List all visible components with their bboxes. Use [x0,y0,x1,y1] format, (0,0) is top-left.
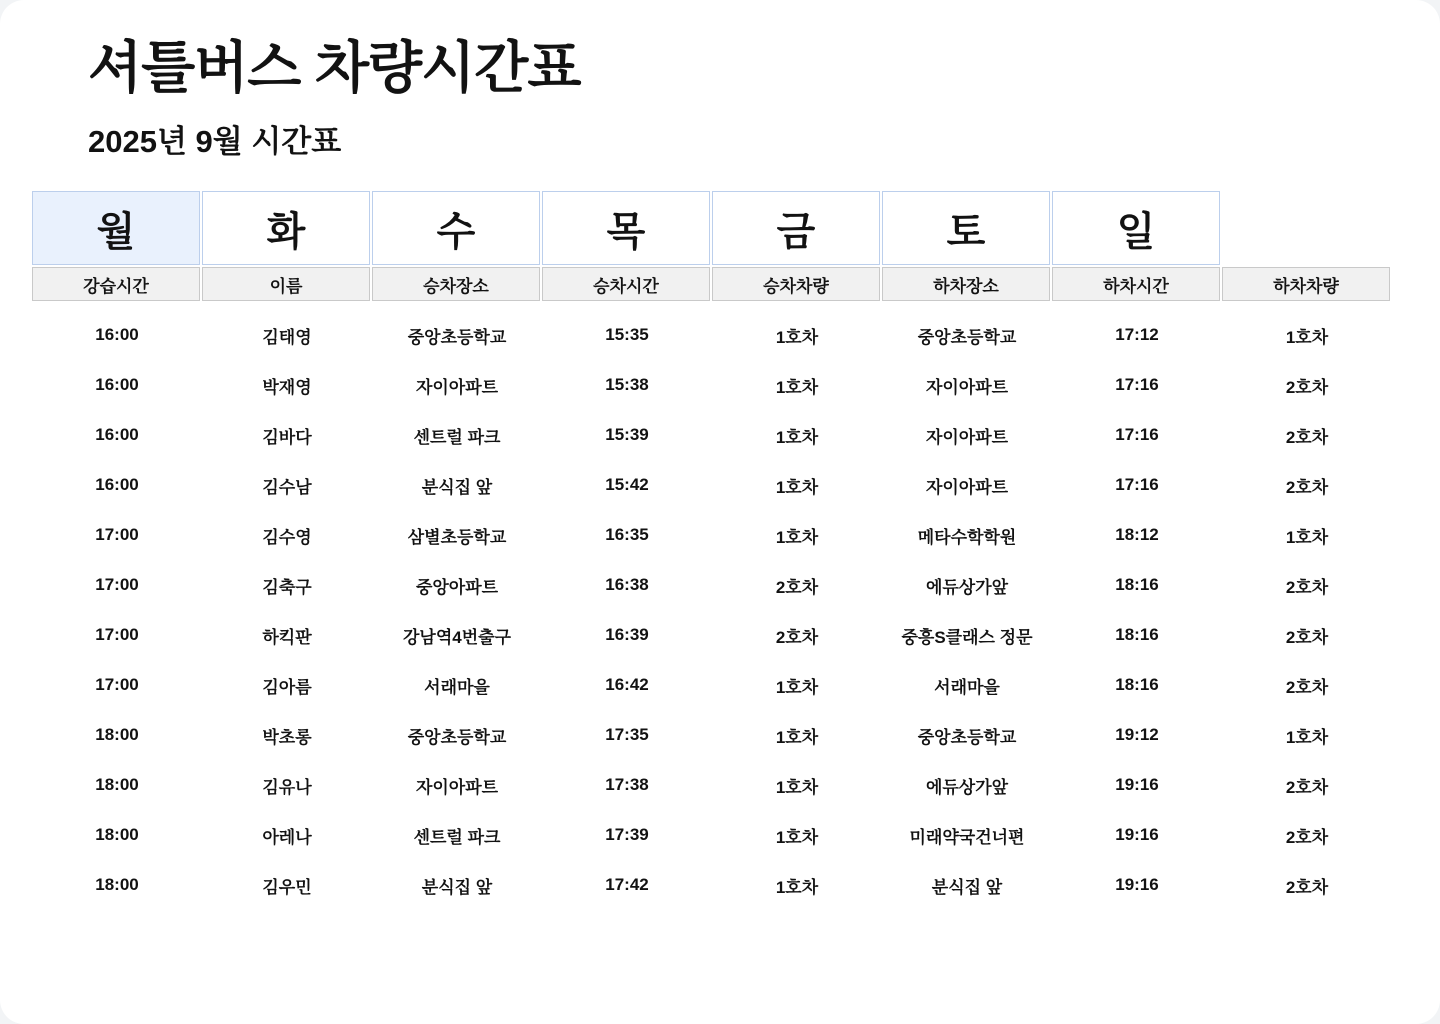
cell-dropoff-time: 18:16 [1115,625,1159,645]
cell-pickup-time: 15:42 [605,475,649,495]
cell-dropoff-time: 19:16 [1115,775,1159,795]
cell-dropoff-vehicle: 2호차 [1285,577,1329,597]
cell-dropoff-vehicle: 2호차 [1285,827,1329,847]
cell-name: 아레나 [262,827,312,847]
cell-lesson-time: 16:00 [95,375,139,395]
cell-dropoff-place: 서래마을 [934,677,1000,697]
cell-name: 김축구 [262,577,312,597]
table-body [32,310,1440,910]
column-header-lesson-time: 강습시간 [32,267,200,301]
cell-dropoff-place: 자이아파트 [925,427,1009,447]
cell-name: 김아름 [262,677,312,697]
cell-pickup-time: 16:35 [605,525,649,545]
column-header-dropoff-vehicle: 하차차량 [1222,267,1390,301]
cell-dropoff-place: 중앙초등학교 [917,727,1017,747]
cell-pickup-place: 서래마을 [424,677,490,697]
cell-pickup-vehicle: 2호차 [775,627,819,647]
table-row [32,710,1440,760]
cell-dropoff-time: 19:12 [1115,725,1159,745]
cell-dropoff-time: 17:16 [1115,425,1159,445]
cell-pickup-time: 16:38 [605,575,649,595]
column-header-pickup-time: 승차시간 [542,267,710,301]
page-title: 셔틀버스 차량시간표 [88,36,581,99]
cell-dropoff-vehicle: 1호차 [1285,527,1329,547]
column-header-pickup-vehicle: 승차차량 [712,267,880,301]
table-row [32,610,1440,660]
cell-lesson-time: 16:00 [95,475,139,495]
cell-dropoff-time: 18:12 [1115,525,1159,545]
cell-pickup-place: 자이아파트 [415,377,499,397]
cell-dropoff-vehicle: 2호차 [1285,777,1329,797]
cell-name: 김우민 [262,877,312,897]
cell-pickup-vehicle: 1호차 [775,377,819,397]
cell-name: 김바다 [262,427,312,447]
table-row [32,510,1440,560]
table-row [32,460,1440,510]
column-header-dropoff-time: 하차시간 [1052,267,1220,301]
cell-name: 하킥판 [262,627,312,647]
page-subtitle: 2025년 9월 시간표 [88,124,342,160]
cell-lesson-time: 17:00 [95,525,139,545]
cell-pickup-place: 분식집 앞 [421,477,493,497]
cell-lesson-time: 18:00 [95,825,139,845]
cell-dropoff-vehicle: 1호차 [1285,727,1329,747]
cell-pickup-place: 삼별초등학교 [407,527,507,547]
cell-dropoff-place: 메타수학학원 [917,527,1017,547]
cell-lesson-time: 18:00 [95,775,139,795]
cell-dropoff-vehicle: 2호차 [1285,377,1329,397]
cell-pickup-time: 16:39 [605,625,649,645]
cell-lesson-time: 17:00 [95,675,139,695]
cell-dropoff-place: 에듀상가앞 [925,777,1009,797]
cell-dropoff-vehicle: 2호차 [1285,627,1329,647]
cell-lesson-time: 17:00 [95,575,139,595]
cell-pickup-place: 자이아파트 [415,777,499,797]
cell-dropoff-vehicle: 2호차 [1285,427,1329,447]
cell-pickup-vehicle: 1호차 [775,477,819,497]
cell-dropoff-time: 19:16 [1115,875,1159,895]
cell-pickup-time: 15:35 [605,325,649,345]
cell-name: 박재영 [262,377,312,397]
cell-dropoff-time: 18:16 [1115,675,1159,695]
cell-lesson-time: 16:00 [95,425,139,445]
cell-pickup-place: 중앙초등학교 [407,727,507,747]
cell-dropoff-vehicle: 2호차 [1285,477,1329,497]
cell-dropoff-time: 17:16 [1115,375,1159,395]
cell-lesson-time: 17:00 [95,625,139,645]
cell-name: 김수남 [262,477,312,497]
column-header-pickup-place: 승차장소 [372,267,540,301]
cell-pickup-vehicle: 1호차 [775,427,819,447]
cell-dropoff-place: 미래약국건너편 [909,827,1025,847]
table-row [32,410,1440,460]
tab-day-tue[interactable]: 화 [202,191,370,265]
cell-pickup-place: 강남역4번출구 [403,627,511,647]
table-row [32,310,1440,360]
cell-dropoff-place: 에듀상가앞 [925,577,1009,597]
column-header-dropoff-place: 하차장소 [882,267,1050,301]
tab-day-mon[interactable]: 월 [32,191,200,265]
cell-pickup-place: 분식집 앞 [421,877,493,897]
cell-dropoff-time: 19:16 [1115,825,1159,845]
cell-pickup-time: 17:42 [605,875,649,895]
cell-dropoff-vehicle: 2호차 [1285,677,1329,697]
cell-pickup-vehicle: 2호차 [775,577,819,597]
table-row [32,560,1440,610]
cell-dropoff-time: 17:16 [1115,475,1159,495]
cell-pickup-vehicle: 1호차 [775,327,819,347]
cell-lesson-time: 16:00 [95,325,139,345]
cell-pickup-vehicle: 1호차 [775,727,819,747]
table-row [32,760,1440,810]
cell-dropoff-place: 자이아파트 [925,377,1009,397]
cell-dropoff-time: 18:16 [1115,575,1159,595]
cell-pickup-vehicle: 1호차 [775,827,819,847]
table-header-row [32,267,1440,301]
cell-dropoff-place: 중흥S클래스 정문 [901,627,1033,647]
cell-pickup-time: 15:39 [605,425,649,445]
cell-lesson-time: 18:00 [95,875,139,895]
tab-day-thu[interactable]: 목 [542,191,710,265]
cell-pickup-time: 16:42 [605,675,649,695]
column-header-name: 이름 [202,267,370,301]
day-tabs [32,191,1440,265]
cell-name: 김수영 [262,527,312,547]
cell-pickup-time: 17:39 [605,825,649,845]
cell-pickup-place: 중앙초등학교 [407,327,507,347]
cell-name: 박초롱 [262,727,312,747]
tab-day-sat[interactable]: 토 [882,191,1050,265]
tab-day-wed[interactable]: 수 [372,191,540,265]
table-row [32,860,1440,910]
cell-pickup-vehicle: 1호차 [775,677,819,697]
cell-dropoff-vehicle: 1호차 [1285,327,1329,347]
cell-lesson-time: 18:00 [95,725,139,745]
cell-dropoff-place: 중앙초등학교 [917,327,1017,347]
cell-pickup-vehicle: 1호차 [775,777,819,797]
cell-dropoff-vehicle: 2호차 [1285,877,1329,897]
cell-pickup-time: 17:35 [605,725,649,745]
tab-day-fri[interactable]: 금 [712,191,880,265]
table-row [32,660,1440,710]
tab-day-sun[interactable]: 일 [1052,191,1220,265]
cell-dropoff-time: 17:12 [1115,325,1159,345]
table-row [32,360,1440,410]
cell-dropoff-place: 분식집 앞 [931,877,1003,897]
cell-pickup-vehicle: 1호차 [775,527,819,547]
cell-name: 김유나 [262,777,312,797]
cell-pickup-place: 센트럴 파크 [413,827,501,847]
cell-pickup-place: 센트럴 파크 [413,427,501,447]
cell-pickup-time: 17:38 [605,775,649,795]
cell-pickup-time: 15:38 [605,375,649,395]
cell-name: 김태영 [262,327,312,347]
cell-dropoff-place: 자이아파트 [925,477,1009,497]
cell-pickup-place: 중앙아파트 [415,577,499,597]
cell-pickup-vehicle: 1호차 [775,877,819,897]
table-row [32,810,1440,860]
